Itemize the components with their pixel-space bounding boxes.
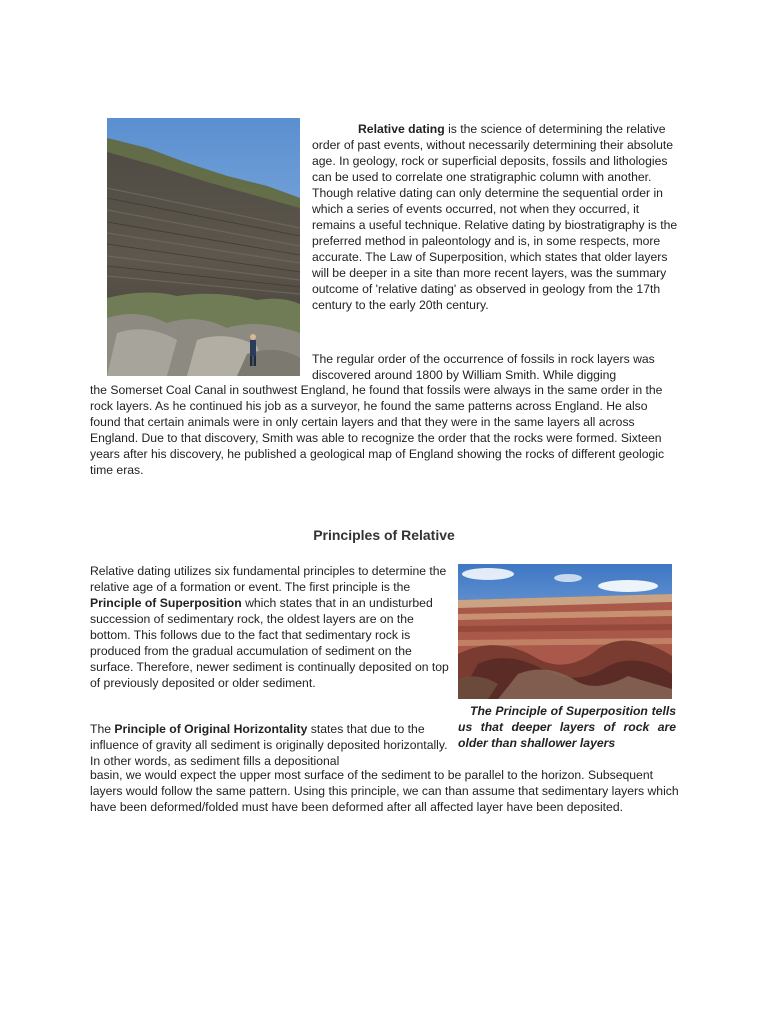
- relative-dating-term: Relative dating: [358, 122, 445, 136]
- horizontality-term: Principle of Original Horizontality: [114, 722, 308, 736]
- superposition-term: Principle of Superposition: [90, 596, 242, 610]
- superposition-text: which states that in an undisturbed succession of sedimentary rock, the oldest layers are on the bottom. This follows due to the fact that sedimentary rock is produced from the gradual accumulation of sediment on the surface. Therefore, newer sediment is continually deposited on top of previously deposited or older sediment.: [90, 596, 449, 690]
- horizontality-paragraph-start: [90, 721, 454, 769]
- canyon-strata-photo: [458, 564, 672, 699]
- horizontality-lead: The: [90, 722, 115, 736]
- photo-caption: The Principle of Superposition tells us that deeper layers of rock are older than shallower layers: [458, 704, 676, 750]
- horizontality-text: states that due to the influence of gravity all sediment is originally deposited horizontally. In other words, as sediment fills a depositional: [90, 722, 448, 768]
- smith-paragraph-continued: the Somerset Coal Canal in southwest England, he found that fossils were always in the same order in the rock layers. As he continued his job as a surveyor, he found the same patterns across England. He also found that certain animals were in only certain layers and that they were in the same layers all across England. Due to that discovery, Smith was able to recognize the order that the rocks were formed. Sixteen years after his discovery, he published a geological map of England showing the rocks of different geologic time eras.: [90, 383, 665, 477]
- intro-paragraph: [312, 121, 678, 313]
- intro-text: is the science of determining the relative order of past events, without necessarily determining their absolute age. In geology, rock or superficial deposits, fossils and lithologies can be used to correlate one stratigraphic column with another. Though relative dating can only determine the sequential order in which a series of events occurred, not when they occurred, it remains a useful technique. Relative dating by biostratigraphy is the preferred method in paleontology and is, in some respects, more accurate. The Law of Superposition, which states that older layers will be deeper in a site than more recent layers, was the summary outcome of 'relative dating' as observed in geology from the 17th century to the early 20th century.: [312, 122, 678, 312]
- principles-intro-text: Relative dating utilizes six fundamental principles to determine the relative age of a formation or event. The first principle is the: [90, 564, 447, 594]
- cliff-strata-photo: [107, 118, 300, 376]
- smith-paragraph-start: The regular order of the occurrence of fossils in rock layers was discovered around 1800 by William Smith. While digging: [312, 352, 655, 382]
- horizontality-paragraph-continued: basin, we would expect the upper most surface of the sediment to be parallel to the horizon. Subsequent layers would follow the same pattern. Using this principle, we can than assume that sedimentary layers which have been deformed/folded must have been deformed after all affected layer have been deposited.: [90, 768, 679, 814]
- section-heading: Principles of Relative: [313, 527, 455, 543]
- superposition-paragraph: [90, 563, 456, 691]
